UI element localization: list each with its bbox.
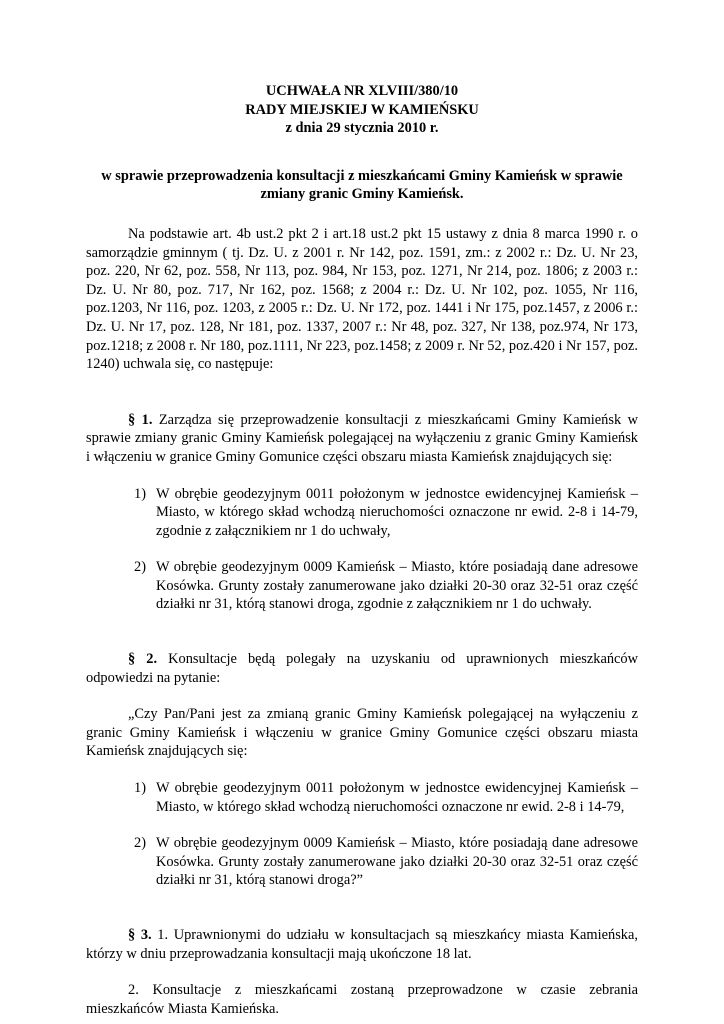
list-item-text: W obrębie geodezyjnym 0009 Kamieńsk – Miasto, które posiadają dane adresowe Kosówka. Grunty zostały zanumerowane jako działki 20-30 oraz 32-51 oraz część działki nr 31, którą stanowi droga, zgodnie z załącznikiem nr 1 do uchwały. (156, 559, 638, 613)
section-3-point-1: 1. Uprawnionymi do udziału w konsultacjach są mieszkańcy miasta Kamieńska, którzy w dniu przeprowadzania konsultacji mają ukończone 18 lat. (86, 927, 638, 962)
legal-basis-paragraph: Na podstawie art. 4b ust.2 pkt 2 i art.18 ust.2 pkt 15 ustawy z dnia 8 marca 1990 r. o samorządzie gminnym ( tj. Dz. U. z 2001 r. Nr 142, poz. 1591, zm.: z 2002 r.: Dz. U. Nr 23, poz. 220, Nr 62, poz. 558, Nr 113, poz. 984, Nr 153, poz. 1271, Nr 214, poz. 1806; z 2003 r.: Dz. U. Nr 80, poz. 717, Nr 162, poz. 1568; z 2004 r.: Dz. U. Nr 102, poz. 1055, Nr 116, poz.1203, Nr 116, poz. 1203, z 2005 r.: Dz. U. Nr 172, poz. 1441 i Nr 175, poz.1457, z 2006 r.: Dz. U. Nr 17, poz. 128, Nr 181, poz. 1337, 2007 r.: Nr 48, poz. 327, Nr 138, poz.974, Nr 173, poz.1218; z 2008 r. Nr 180, poz.1111, Nr 223, poz.1458; z 2009 r. Nr 52, poz.420 i Nr 157, poz. 1240) uchwala się, co następuje: (86, 225, 638, 373)
section-3-point-2: 2. Konsultacje z mieszkańcami zostaną przeprowadzone w czasie zebrania mieszkańców Miasta Kamieńska. (86, 982, 638, 1017)
section-2-label: § 2. (128, 651, 158, 668)
section-2-paragraph (86, 650, 638, 687)
council-name: RADY MIEJSKIEJ W KAMIEŃSKU (245, 101, 479, 118)
list-item-number: 1) (134, 780, 146, 797)
resolution-number: UCHWAŁA NR XLVIII/380/10 (265, 83, 459, 99)
consultation-question: „Czy Pan/Pani jest za zmianą granic Gminy Kamieńsk polegającej na wyłączeniu z granic Gminy Kamieńsk i włączeniu w granice Gminy Gomunice części obszaru miasta Kamieńsk znajdujących się: (86, 706, 638, 760)
section-2-list (86, 779, 638, 890)
list-item-number: 1) (134, 485, 146, 502)
list-item (86, 485, 638, 541)
resolution-subject (86, 167, 638, 204)
section-1-text: Zarządza się przeprowadzenie konsultacji z mieszkańcami Gminy Kamieńsk w sprawie zmiany granic Gminy Kamieńsk polegającej na wyłączeniu z granic Gminy Kamieńsk i włączeniu w granice Gminy Gomunice części obszaru miasta Kamieńsk znajdujących się: (86, 411, 638, 465)
section-2-text: Konsultacje będą polegały na uzyskaniu od uprawnionych mieszkańców odpowiedzi na pytanie: (86, 651, 638, 686)
subject-line-1: w sprawie przeprowadzenia konsultacji z mieszkańcami Gminy Kamieńsk w sprawie (101, 167, 623, 184)
subject-line-2: zmiany granic Gminy Kamieńsk. (260, 186, 464, 203)
list-item-text: W obrębie geodezyjnym 0011 położonym w jednostce ewidencyjnej Kamieńsk – Miasto, w którego skład wchodzą nieruchomości oznaczone nr ewid. 2-8 i 14-79, zgodnie z załącznikiem nr 1 do uchwały, (156, 485, 638, 539)
section-1-label: § 1. (128, 411, 153, 428)
list-item (86, 834, 638, 890)
list-item-number: 2) (134, 559, 146, 576)
section-3-label: § 3. (128, 927, 152, 943)
list-item-number: 2) (134, 835, 146, 852)
list-item (86, 779, 638, 816)
resolution-date: z dnia 29 stycznia 2010 r. (285, 120, 439, 137)
list-item-text: W obrębie geodezyjnym 0009 Kamieńsk – Miasto, które posiadają dane adresowe Kosówka. Grunty zostały zanumerowane jako działki 20-30 oraz 32-51 oraz część działki nr 31, którą stanowi droga?” (156, 835, 638, 889)
section-3-paragraph (86, 926, 638, 963)
list-item-text: W obrębie geodezyjnym 0011 położonym w jednostce ewidencyjnej Kamieńsk – Miasto, w którego skład wchodzą nieruchomości oznaczone nr ewid. 2-8 i 14-79, (156, 780, 638, 815)
section-1-list (86, 485, 638, 615)
section-1-paragraph (86, 411, 638, 467)
list-item (86, 558, 638, 614)
